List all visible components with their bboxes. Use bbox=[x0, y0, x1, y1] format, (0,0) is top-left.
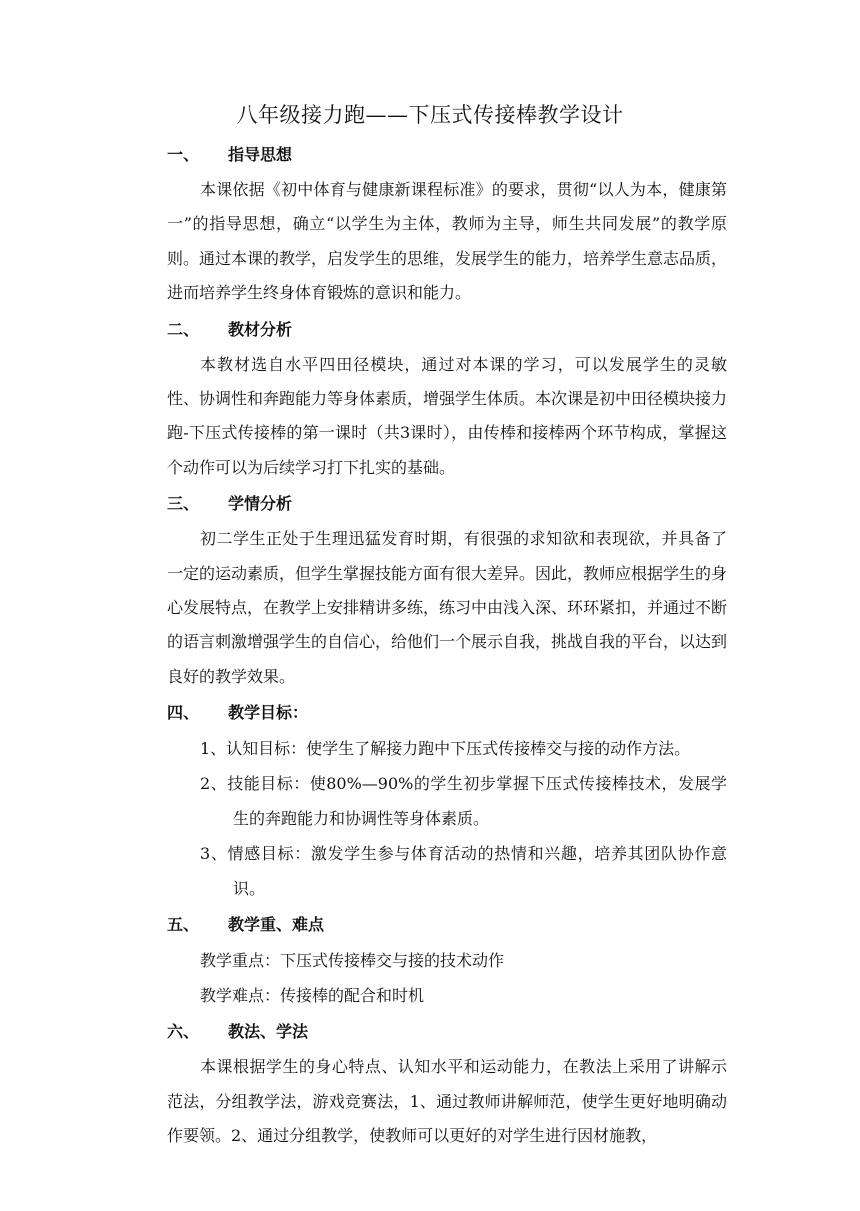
section-number: 六、 bbox=[167, 1022, 200, 1042]
section-title: 学情分析 bbox=[228, 494, 293, 514]
objective-item-skill: 2、技能目标：使80%—90%的学生初步掌握下压式传接棒技术，发展学生的奔跑能力和协调性等身体素质。 bbox=[200, 774, 727, 829]
section-number: 三、 bbox=[167, 494, 200, 514]
section-paragraph: 本课根据学生的身心特点、认知水平和运动能力，在教法上采用了讲解示范法，分组教学法，游戏竞赛法，1、通过教师讲解师范，使学生更好地明确动作要领。2、通过分组教学，使教师可以更好的对学生进行因材施教， bbox=[167, 1057, 727, 1146]
section-title: 指导思想 bbox=[228, 145, 293, 164]
section-number: 二、 bbox=[167, 319, 200, 339]
section-heading-material-analysis bbox=[167, 311, 727, 348]
section-title: 教学目标： bbox=[228, 703, 309, 723]
section-number: 一、 bbox=[167, 145, 200, 164]
section-title: 教法、学法 bbox=[228, 1022, 309, 1042]
document-title: 八年级接力跑——下压式传接棒教学设计 bbox=[236, 103, 624, 127]
section-paragraph: 初二学生正处于生理迅猛发育时期，有很强的求知欲和表现欲，并具备了一定的运动素质，但学生掌握技能方面有很大差异。因此，教师应根据学生的身心发展特点，在教学上安排精讲多练，练习中由浅入深、环环紧扣，并通过不断的语言刺激增强学生的自信心，给他们一个展示自我，挑战自我的平台，以达到良好的教学效果。 bbox=[167, 529, 728, 686]
section-heading-teaching-objectives bbox=[167, 694, 727, 731]
section-heading-key-difficult-points bbox=[167, 906, 727, 943]
section-number: 四、 bbox=[167, 703, 200, 723]
section-paragraph: 本课依据《初中体育与健康新课程标准》的要求，贯彻“以人为本，健康第一”的指导思想，确立“以学生为主体，教师为主导，师生共同发展”的教学原则。通过本课的教学，启发学生的思维，发展学生的能力，培养学生意志品质，进而培养学生终身体育锻炼的意识和能力。 bbox=[167, 180, 728, 303]
objective-item-affective: 3、情感目标：激发学生参与体育活动的热情和兴趣，培养其团队协作意识。 bbox=[200, 844, 727, 899]
document-body bbox=[167, 136, 727, 1154]
section-title: 教材分析 bbox=[228, 319, 293, 339]
difficult-point-line: 教学难点：传接棒的配合和时机 bbox=[200, 986, 425, 1006]
section-heading-student-analysis bbox=[167, 485, 727, 522]
section-paragraph: 本教材选自水平四田径模块，通过对本课的学习，可以发展学生的灵敏性、协调性和奔跑能力等身体素质，增强学生体质。本次课是初中田径模块接力跑-下压式传接棒的第一课时（共3课时），由传棒和接棒两个环节构成，掌握这个动作可以为后续学习打下扎实的基础。 bbox=[167, 354, 728, 477]
section-heading-guiding-ideology bbox=[167, 136, 727, 173]
section-heading-teaching-methods bbox=[167, 1013, 727, 1050]
objective-item-cognitive: 1、认知目标：使学生了解接力跑中下压式传接棒交与接的动作方法。 bbox=[200, 739, 691, 759]
key-point-line: 教学重点：下压式传接棒交与接的技术动作 bbox=[200, 951, 505, 971]
section-number: 五、 bbox=[167, 915, 200, 935]
section-title: 教学重、难点 bbox=[228, 915, 325, 935]
